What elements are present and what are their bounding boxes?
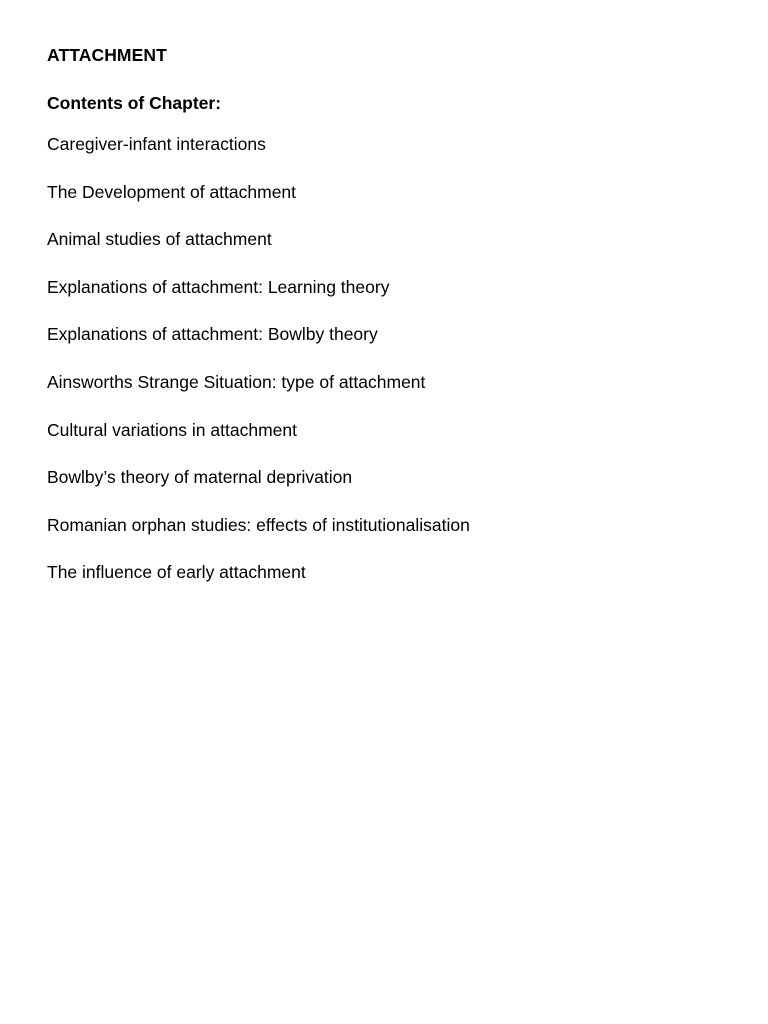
contents-item: Explanations of attachment: Bowlby theory — [47, 324, 378, 345]
contents-item: Romanian orphan studies: effects of institutionalisation — [47, 514, 470, 535]
contents-item: Cultural variations in attachment — [47, 419, 297, 440]
contents-item: The Development of attachment — [47, 181, 297, 202]
document-title: ATTACHMENT — [47, 45, 167, 65]
contents-item: The influence of early attachment — [47, 562, 306, 583]
contents-item: Explanations of attachment: Learning theory — [47, 276, 390, 297]
contents-item: Ainsworths Strange Situation: type of attachment — [47, 371, 426, 392]
contents-item: Animal studies of attachment — [47, 229, 272, 250]
contents-item: Bowlby’s theory of maternal deprivation — [47, 467, 353, 488]
contents-item: Caregiver-infant interactions — [47, 134, 266, 154]
contents-heading: Contents of Chapter: — [47, 93, 222, 113]
contents-list — [47, 133, 470, 609]
